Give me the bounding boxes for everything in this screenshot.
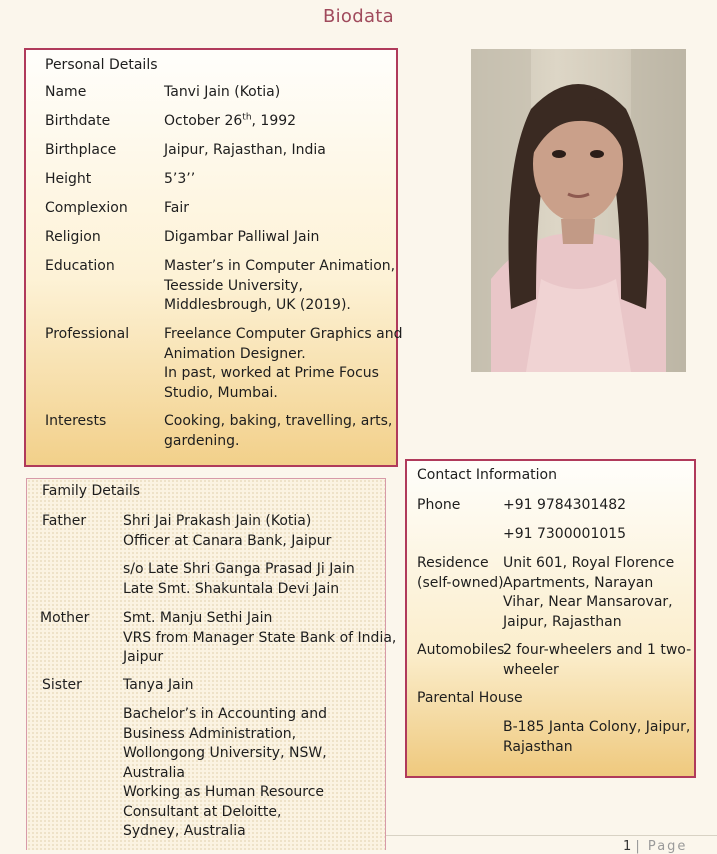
row-label: Height xyxy=(45,171,92,187)
row-label: Complexion xyxy=(45,200,128,216)
row-value: 2 four-wheelers and 1 two- wheeler xyxy=(503,642,692,678)
row-value: Unit 601, Royal Florence Apartments, Narayan Vihar, Near Mansarovar, Jaipur, Rajasthan xyxy=(503,555,675,630)
row-label: Sister xyxy=(42,677,82,693)
row-label: Professional xyxy=(45,326,130,342)
row-label: Name xyxy=(45,84,87,100)
row-value: Fair xyxy=(164,200,189,216)
row-label: Residence (self-owned) xyxy=(417,555,504,591)
row-value: +91 7300001015 xyxy=(503,526,627,542)
contact-information-title: Contact Information xyxy=(417,467,557,483)
footer-divider xyxy=(386,835,717,836)
page-number-value: 1 xyxy=(623,839,632,854)
row-value: Freelance Computer Graphics and Animation Designer. In past, worked at Prime Focus Studio, Mumbai. xyxy=(164,326,403,401)
row-label: Automobiles xyxy=(417,642,505,658)
row-value: 5’3’’ xyxy=(164,171,196,187)
row-value: Bachelor’s in Accounting and Business Administration, Wollongong University, NSW, Australia Working as Human Resource Consultant at Deloitte, Sydney, Australia xyxy=(123,706,327,839)
row-value: Tanvi Jain (Kotia) xyxy=(164,84,281,100)
row-value: Cooking, baking, travelling, arts, gardening. xyxy=(164,413,393,449)
row-label: Phone xyxy=(417,497,461,513)
row-value: Jaipur, Rajasthan, India xyxy=(164,142,326,158)
row-value: s/o Late Shri Ganga Prasad Ji Jain Late Smt. Shakuntala Devi Jain xyxy=(123,561,355,597)
contact-information-box xyxy=(405,459,696,778)
family-details-box xyxy=(26,478,397,850)
personal-details-box xyxy=(24,48,403,467)
row-value: B-185 Janta Colony, Jaipur, Rajasthan xyxy=(503,719,691,755)
row-value: Master’s in Computer Animation, Teesside University, Middlesbrough, UK (2019). xyxy=(164,258,396,313)
row-value: October 26th, 1992 xyxy=(164,112,297,129)
page-number xyxy=(623,839,687,854)
row-value: +91 9784301482 xyxy=(503,497,627,513)
row-value: Smt. Manju Sethi Jain VRS from Manager State Bank of India, Jaipur xyxy=(123,610,397,665)
personal-details-title: Personal Details xyxy=(45,57,158,73)
row-label: Education xyxy=(45,258,115,274)
row-label: Birthdate xyxy=(45,113,111,129)
row-label: Religion xyxy=(45,229,101,245)
family-details-title: Family Details xyxy=(42,483,141,499)
row-label: Interests xyxy=(45,413,107,429)
profile-photo xyxy=(471,49,686,372)
page-label: | Page xyxy=(635,839,688,854)
row-label: Mother xyxy=(40,610,90,626)
row-value: Digambar Palliwal Jain xyxy=(164,229,320,245)
page-title: Biodata xyxy=(322,6,394,27)
row-value: Shri Jai Prakash Jain (Kotia) Officer at Canara Bank, Jaipur xyxy=(123,513,332,549)
row-value: Tanya Jain xyxy=(123,677,194,693)
row-label: Father xyxy=(42,513,87,529)
row-label: Parental House xyxy=(417,690,523,706)
row-label: Birthplace xyxy=(45,142,117,158)
